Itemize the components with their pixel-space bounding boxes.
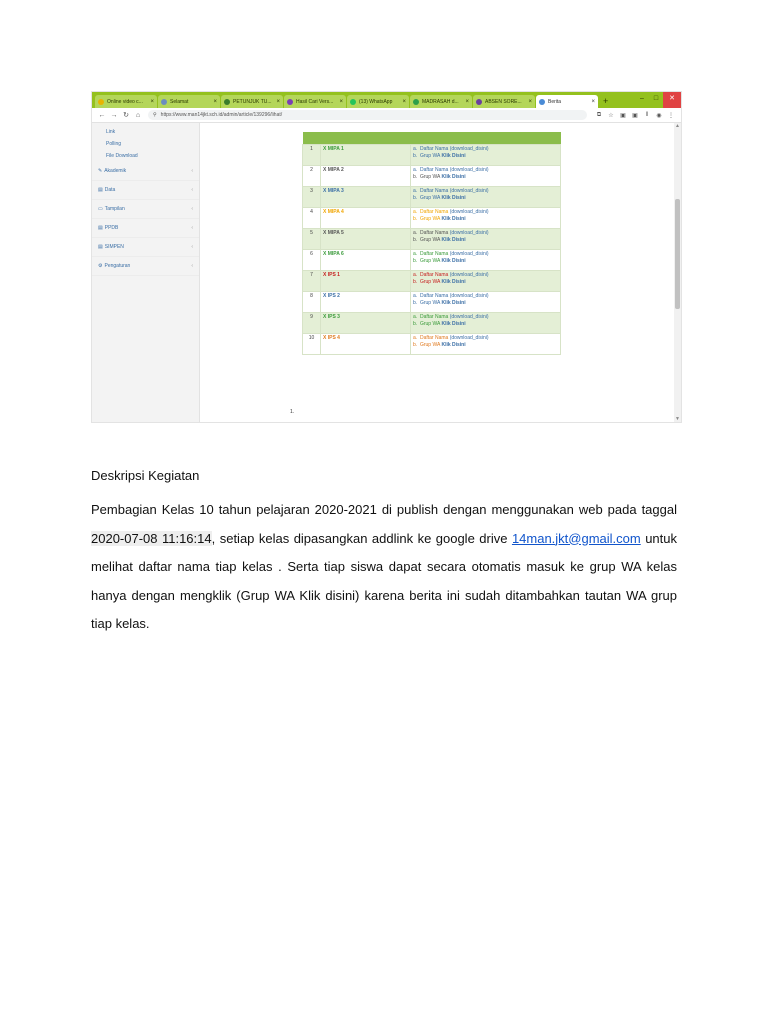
grup-wa-label: Grup WA bbox=[419, 257, 441, 264]
class-name: X MIPA 3 bbox=[321, 186, 411, 207]
class-name: X IPS 3 bbox=[321, 312, 411, 333]
daftar-nama-line bbox=[413, 293, 558, 300]
list-prefix: a. bbox=[413, 166, 418, 173]
close-tab-icon[interactable]: × bbox=[150, 98, 154, 105]
grup-wa-line bbox=[413, 300, 558, 307]
class-name: X MIPA 1 bbox=[321, 144, 411, 165]
url-text: https://www.man14jkt.sch.id/admin/article/139296/lihat/ bbox=[160, 112, 283, 118]
translate-icon[interactable]: ⧉ bbox=[596, 111, 602, 118]
url-field[interactable] bbox=[148, 110, 587, 120]
table-header bbox=[303, 132, 561, 144]
chevron-left-icon: ‹ bbox=[191, 206, 193, 212]
tab-label: Selamat bbox=[170, 98, 189, 105]
grup-wa-line bbox=[413, 216, 558, 223]
klik-disini-link[interactable]: Klik Disini bbox=[441, 236, 466, 243]
table-row bbox=[303, 333, 561, 354]
sidebar-subitem-polling[interactable]: Polling bbox=[106, 141, 122, 147]
browser-tab[interactable] bbox=[284, 95, 346, 108]
row-number: 5 bbox=[303, 228, 321, 249]
grup-wa-label: Grup WA bbox=[419, 341, 441, 348]
download-link[interactable]: (download_disini) bbox=[449, 292, 489, 299]
class-links bbox=[411, 144, 561, 165]
list-prefix: a. bbox=[413, 229, 418, 236]
close-tab-icon[interactable]: × bbox=[276, 98, 280, 105]
scrollbar-thumb[interactable] bbox=[675, 199, 680, 309]
tab-label: Online video c... bbox=[107, 98, 143, 105]
browser-tab-bar bbox=[92, 92, 681, 108]
tab-favicon-icon bbox=[161, 99, 167, 105]
daftar-nama-line bbox=[413, 146, 558, 153]
sidebar-item-label: Data bbox=[104, 187, 116, 193]
download-link[interactable]: (download_disini) bbox=[449, 271, 489, 278]
table-row bbox=[303, 312, 561, 333]
sidebar-item-ppdb[interactable] bbox=[92, 219, 199, 238]
chevron-left-icon: ‹ bbox=[191, 225, 193, 231]
close-tab-icon[interactable]: × bbox=[213, 98, 217, 105]
pause-icon[interactable]: ‖ bbox=[645, 111, 649, 118]
download-link[interactable]: (download_disini) bbox=[449, 250, 489, 257]
browser-tab[interactable] bbox=[410, 95, 472, 108]
table-row bbox=[303, 207, 561, 228]
daftar-nama-line bbox=[413, 188, 558, 195]
list-prefix: b. bbox=[413, 257, 418, 264]
tab-favicon-icon bbox=[287, 99, 293, 105]
row-number: 8 bbox=[303, 291, 321, 312]
class-table bbox=[302, 132, 561, 355]
daftar-nama-label: Daftar Nama bbox=[419, 187, 449, 194]
class-links bbox=[411, 186, 561, 207]
row-number: 3 bbox=[303, 186, 321, 207]
table-row bbox=[303, 270, 561, 291]
table-row bbox=[303, 291, 561, 312]
class-links bbox=[411, 165, 561, 186]
table-row bbox=[303, 186, 561, 207]
table-row bbox=[303, 249, 561, 270]
download-link[interactable]: (download_disini) bbox=[449, 313, 489, 320]
list-prefix: b. bbox=[413, 194, 418, 201]
class-links bbox=[411, 270, 561, 291]
list-prefix: b. bbox=[413, 320, 418, 327]
list-prefix: b. bbox=[413, 299, 418, 306]
menu-icon[interactable]: ⋮ bbox=[668, 112, 674, 119]
grup-wa-line bbox=[413, 174, 558, 181]
grup-wa-line bbox=[413, 279, 558, 286]
daftar-nama-line bbox=[413, 251, 558, 258]
tab-label: Hasil Cari Vers... bbox=[296, 98, 334, 105]
class-links bbox=[411, 249, 561, 270]
klik-disini-link[interactable]: Klik Disini bbox=[441, 341, 466, 348]
download-link[interactable]: (download_disini) bbox=[449, 166, 489, 173]
star-icon[interactable]: ☆ bbox=[608, 112, 614, 119]
row-number: 9 bbox=[303, 312, 321, 333]
daftar-nama-label: Daftar Nama bbox=[419, 313, 449, 320]
sidebar-item-akademik[interactable] bbox=[92, 162, 199, 181]
list-prefix: a. bbox=[413, 271, 418, 278]
list-marker: 1. bbox=[290, 409, 295, 415]
table-row bbox=[303, 228, 561, 249]
class-name: X MIPA 4 bbox=[321, 207, 411, 228]
list-prefix: a. bbox=[413, 250, 418, 257]
browser-tab[interactable] bbox=[158, 95, 220, 108]
page-content bbox=[92, 123, 681, 422]
row-number: 7 bbox=[303, 270, 321, 291]
tab-label: ABSEN SORE... bbox=[485, 98, 522, 105]
download-link[interactable]: (download_disini) bbox=[449, 145, 489, 152]
browser-tab[interactable] bbox=[536, 95, 598, 108]
sidebar-item-pengaturan[interactable] bbox=[92, 257, 199, 276]
admin-sidebar bbox=[92, 123, 200, 422]
browser-tab[interactable] bbox=[473, 95, 535, 108]
list-prefix: b. bbox=[413, 236, 418, 243]
browser-tab[interactable] bbox=[95, 95, 157, 108]
grup-wa-line bbox=[413, 195, 558, 202]
tab-strip bbox=[95, 95, 599, 108]
klik-disini-link[interactable]: Klik Disini bbox=[441, 299, 466, 306]
tab-favicon-icon bbox=[350, 99, 356, 105]
tab-favicon-icon bbox=[98, 99, 104, 105]
daftar-nama-label: Daftar Nama bbox=[419, 145, 449, 152]
sidebar-item-data[interactable] bbox=[92, 181, 199, 200]
class-links bbox=[411, 207, 561, 228]
grup-wa-line bbox=[413, 321, 558, 328]
class-name: X IPS 1 bbox=[321, 270, 411, 291]
row-number: 2 bbox=[303, 165, 321, 186]
tab-favicon-icon bbox=[413, 99, 419, 105]
sidebar-item-label: Tampilan bbox=[104, 206, 125, 212]
sidebar-item-label: SIMPEN bbox=[104, 244, 124, 250]
monitor-icon: ▭ bbox=[98, 206, 103, 212]
list-prefix: b. bbox=[413, 341, 418, 348]
article-preview bbox=[200, 123, 681, 422]
close-tab-icon[interactable]: × bbox=[402, 98, 406, 105]
grup-wa-label: Grup WA bbox=[419, 215, 441, 222]
class-name: X MIPA 5 bbox=[321, 228, 411, 249]
daftar-nama-line bbox=[413, 230, 558, 237]
class-name: X MIPA 6 bbox=[321, 249, 411, 270]
class-links bbox=[411, 291, 561, 312]
tab-favicon-icon bbox=[476, 99, 482, 105]
forward-icon[interactable]: → bbox=[110, 111, 118, 119]
tab-label: PETUNJUK TU... bbox=[233, 98, 272, 105]
klik-disini-link[interactable]: Klik Disini bbox=[441, 257, 466, 264]
class-links bbox=[411, 333, 561, 354]
daftar-nama-label: Daftar Nama bbox=[419, 271, 449, 278]
daftar-nama-label: Daftar Nama bbox=[419, 229, 449, 236]
grup-wa-line bbox=[413, 237, 558, 244]
database-icon: ▤ bbox=[98, 225, 103, 231]
profile-icon[interactable]: ◉ bbox=[656, 112, 662, 119]
table-row bbox=[303, 144, 561, 165]
close-tab-icon[interactable]: × bbox=[591, 98, 595, 105]
row-number: 6 bbox=[303, 249, 321, 270]
tab-favicon-icon bbox=[539, 99, 545, 105]
class-links bbox=[411, 228, 561, 249]
daftar-nama-label: Daftar Nama bbox=[419, 292, 449, 299]
tab-label: Berita bbox=[548, 98, 562, 105]
database-icon: ▤ bbox=[98, 187, 103, 193]
daftar-nama-label: Daftar Nama bbox=[419, 334, 449, 341]
search-icon: ⚲ bbox=[153, 112, 157, 118]
klik-disini-link[interactable]: Klik Disini bbox=[441, 152, 466, 159]
class-name: X IPS 4 bbox=[321, 333, 411, 354]
list-prefix: b. bbox=[413, 278, 418, 285]
sidebar-subitem-link[interactable]: Link bbox=[106, 129, 116, 135]
klik-disini-link[interactable]: Klik Disini bbox=[441, 194, 466, 201]
toolbar-icons bbox=[593, 112, 677, 119]
download-link[interactable]: (download_disini) bbox=[449, 208, 489, 215]
chevron-left-icon: ‹ bbox=[191, 263, 193, 269]
window-controls bbox=[635, 92, 681, 108]
grup-wa-label: Grup WA bbox=[419, 173, 441, 180]
close-window-icon[interactable]: ✕ bbox=[663, 92, 681, 108]
sidebar-subitem-file-download[interactable]: File Download bbox=[106, 153, 138, 159]
maximize-icon[interactable]: □ bbox=[653, 95, 659, 102]
grup-wa-line bbox=[413, 153, 558, 160]
chevron-left-icon: ‹ bbox=[191, 244, 193, 250]
table-row bbox=[303, 165, 561, 186]
daftar-nama-line bbox=[413, 314, 558, 321]
download-link[interactable]: (download_disini) bbox=[449, 334, 489, 341]
class-name: X IPS 2 bbox=[321, 291, 411, 312]
grup-wa-label: Grup WA bbox=[419, 278, 441, 285]
list-prefix: a. bbox=[413, 292, 418, 299]
daftar-nama-label: Daftar Nama bbox=[419, 208, 449, 215]
paragraph-text: untuk melihat daftar nama tiap kelas . Serta tiap siswa dapat secara otomatis masuk ke grup WA kelas hanya dengan mengklik (Grup WA Klik disini) karena berita ini sudah ditambahkan tautan WA grup tiap kelas. bbox=[91, 530, 678, 632]
klik-disini-link[interactable]: Klik Disini bbox=[441, 320, 466, 327]
chevron-left-icon: ‹ bbox=[191, 187, 193, 193]
paragraph-text: , setiap kelas dipasangkan addlink ke google drive bbox=[211, 530, 512, 546]
email-link[interactable]: 14man.jkt@gmail.com bbox=[511, 530, 641, 546]
scrollbar[interactable] bbox=[674, 123, 681, 422]
publish-date: 2020-07-08 11:16:14 bbox=[91, 530, 212, 546]
row-number: 4 bbox=[303, 207, 321, 228]
klik-disini-link[interactable]: Klik Disini bbox=[441, 215, 466, 222]
list-prefix: b. bbox=[413, 215, 418, 222]
sidebar-item-tampilan[interactable] bbox=[92, 200, 199, 219]
list-prefix: a. bbox=[413, 145, 418, 152]
grup-wa-line bbox=[413, 258, 558, 265]
description-paragraph bbox=[91, 496, 677, 639]
tab-label: MADRASAH d... bbox=[422, 98, 459, 105]
daftar-nama-line bbox=[413, 272, 558, 279]
daftar-nama-line bbox=[413, 335, 558, 342]
download-link[interactable]: (download_disini) bbox=[449, 229, 489, 236]
scroll-up-icon[interactable]: ▲ bbox=[675, 123, 680, 129]
sidebar-item-simpen[interactable] bbox=[92, 238, 199, 257]
sidebar-item-label: Pengaturan bbox=[104, 263, 131, 269]
section-heading: Deskripsi Kegiatan bbox=[91, 468, 200, 483]
close-tab-icon[interactable]: × bbox=[339, 98, 343, 105]
extension-icon[interactable]: ▣ bbox=[620, 112, 626, 119]
address-bar-row bbox=[92, 108, 681, 123]
sidebar-item-label: Akademik bbox=[104, 168, 127, 174]
list-prefix: a. bbox=[413, 208, 418, 215]
close-tab-icon[interactable]: × bbox=[465, 98, 469, 105]
browser-tab[interactable] bbox=[221, 95, 283, 108]
graduation-icon: ✎ bbox=[98, 168, 103, 174]
gear-icon: ⚙ bbox=[98, 263, 103, 269]
grup-wa-label: Grup WA bbox=[419, 152, 441, 159]
browser-tab[interactable] bbox=[347, 95, 409, 108]
tab-label: (13) WhatsApp bbox=[359, 98, 393, 105]
grup-wa-label: Grup WA bbox=[419, 236, 441, 243]
paragraph-text: Pembagian Kelas 10 tahun pelajaran 2020-2021 di publish dengan menggunakan web pada taggal bbox=[91, 502, 677, 517]
new-tab-icon[interactable]: + bbox=[603, 96, 609, 106]
home-icon[interactable]: ⌂ bbox=[135, 111, 141, 119]
tab-favicon-icon bbox=[224, 99, 230, 105]
list-prefix: b. bbox=[413, 173, 418, 180]
scroll-down-icon[interactable]: ▼ bbox=[675, 416, 680, 422]
extension-icon[interactable]: ▣ bbox=[632, 112, 638, 119]
grup-wa-line bbox=[413, 342, 558, 349]
list-prefix: a. bbox=[413, 313, 418, 320]
class-links bbox=[411, 312, 561, 333]
list-prefix: a. bbox=[413, 187, 418, 194]
list-prefix: a. bbox=[413, 334, 418, 341]
class-name: X MIPA 2 bbox=[321, 165, 411, 186]
grup-wa-label: Grup WA bbox=[419, 299, 441, 306]
chevron-left-icon: ‹ bbox=[191, 168, 193, 174]
embedded-browser-screenshot bbox=[91, 91, 682, 423]
download-link[interactable]: (download_disini) bbox=[449, 187, 489, 194]
row-number: 10 bbox=[303, 333, 321, 354]
row-number: 1 bbox=[303, 144, 321, 165]
sidebar-item-label: PPDB bbox=[104, 225, 119, 231]
grup-wa-label: Grup WA bbox=[419, 320, 441, 327]
database-icon: ▤ bbox=[98, 244, 103, 250]
daftar-nama-line bbox=[413, 167, 558, 174]
grup-wa-label: Grup WA bbox=[419, 194, 441, 201]
daftar-nama-label: Daftar Nama bbox=[419, 166, 449, 173]
daftar-nama-line bbox=[413, 209, 558, 216]
back-icon[interactable]: ← bbox=[98, 111, 106, 119]
klik-disini-link[interactable]: Klik Disini bbox=[441, 173, 466, 180]
close-tab-icon[interactable]: × bbox=[528, 98, 532, 105]
klik-disini-link[interactable]: Klik Disini bbox=[441, 278, 466, 285]
daftar-nama-label: Daftar Nama bbox=[419, 250, 449, 257]
list-prefix: b. bbox=[413, 152, 418, 159]
minimize-icon[interactable]: – bbox=[640, 95, 644, 102]
reload-icon[interactable]: ↻ bbox=[123, 112, 129, 119]
